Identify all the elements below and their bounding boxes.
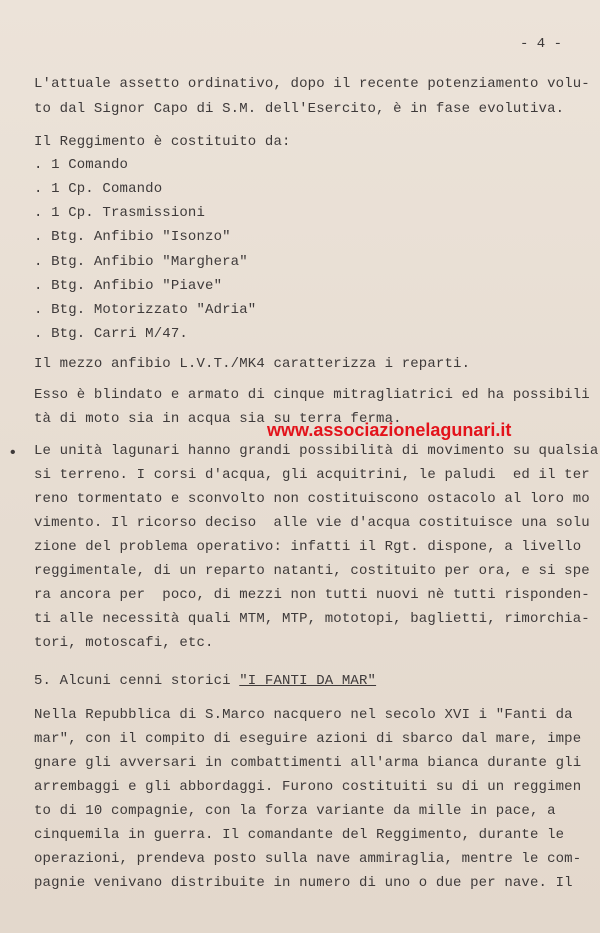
text-line: zione del problema operativo: infatti il Rgt. dispone, a livello [34,539,582,555]
text-line: Il mezzo anfibio L.V.T./MK4 caratterizza i reparti. [34,356,471,372]
text-line: Esso è blindato e armato di cinque mitragliatrici ed ha possibili [34,387,590,403]
text-line: pagnie venivano distribuite in numero di uno o due per nave. Il [34,875,573,891]
list-item: . Btg. Carri M/47. [34,326,188,342]
text-line: ti alle necessità quali MTM, MTP, mototopi, baglietti, rimorchia- [34,611,590,627]
text-line: L'attuale assetto ordinativo, dopo il recente potenziamento volu- [34,76,590,92]
text-line: tà di moto sia in acqua sia su terra ferma. [34,411,402,427]
text-line: reggimentale, di un reparto natanti, costituito per ora, e si spe [34,563,590,579]
list-item: . Btg. Anfibio "Marghera" [34,254,248,270]
text-line: operazioni, prendeva posto sulla nave ammiraglia, mentre le com- [34,851,582,867]
list-item: . 1 Comando [34,157,129,173]
list-item: . 1 Cp. Trasmissioni [34,205,206,221]
text-line: mar", con il compito di eseguire azioni di sbarco dal mare, impe [34,731,582,747]
text-line: si terreno. I corsi d'acqua, gli acquitrini, le paludi ed il ter [34,467,590,483]
watermark-url: www.associazionelagunari.it [267,420,512,440]
text-line: to dal Signor Capo di S.M. dell'Esercito, è in fase evolutiva. [34,101,565,117]
section-heading [34,673,376,689]
text-line: Il Reggimento è costituito da: [34,134,291,150]
text-line: to di 10 compagnie, con la forza variante da mille in pace, a [34,803,556,819]
page-number: - 4 - [520,36,563,52]
list-item: . 1 Cp. Comando [34,181,163,197]
section-number-title: 5. Alcuni cenni storici [34,673,231,689]
section-title: "I FANTI DA MAR" [239,673,377,689]
margin-dot: • [8,444,18,462]
list-item: . Btg. Anfibio "Isonzo" [34,229,231,245]
text-line: gnare gli avversari in combattimenti all'arma bianca durante gli [34,755,582,771]
text-line: ra ancora per poco, di mezzi non tutti nuovi nè tutti risponden- [34,587,590,603]
text-line: Nella Repubblica di S.Marco nacquero nel secolo XVI i "Fanti da [34,707,573,723]
text-line: reno tormentato e sconvolto non costituiscono ostacolo al loro mo [34,491,590,507]
list-item: . Btg. Anfibio "Piave" [34,278,223,294]
text-line: vimento. Il ricorso deciso alle vie d'acqua costituisce una solu [34,515,590,531]
text-line: arrembaggi e gli abbordaggi. Furono costituiti su di un reggimen [34,779,582,795]
text-line: Le unità lagunari hanno grandi possibilità di movimento su qualsia [34,443,599,459]
list-item: . Btg. Motorizzato "Adria" [34,302,257,318]
text-line: tori, motoscafi, etc. [34,635,214,651]
text-line: cinquemila in guerra. Il comandante del Reggimento, durante le [34,827,565,843]
